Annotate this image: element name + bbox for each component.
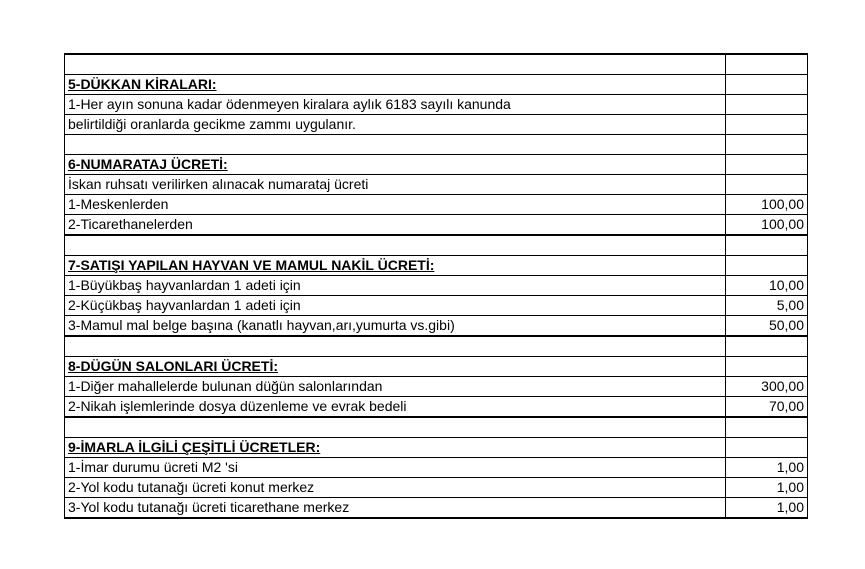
table-row (65, 95, 808, 115)
row-value[interactable]: 5,00 (726, 296, 808, 316)
table-row (65, 296, 808, 316)
cell[interactable] (726, 438, 808, 458)
row-label[interactable]: 2-Ticarethanelerden (65, 215, 726, 236)
cell[interactable] (726, 54, 808, 75)
row-label[interactable]: 3-Mamul mal belge başına (kanatlı hayvan,arı,yumurta vs.gibi) (65, 316, 726, 337)
section-title-dugun[interactable]: 8-DÜGÜN SALONLARI ÜCRETİ: (65, 357, 726, 377)
table-row (65, 195, 808, 215)
row-value[interactable]: 300,00 (726, 377, 808, 397)
cell[interactable] (726, 135, 808, 155)
cell[interactable] (65, 417, 726, 438)
table-row (65, 276, 808, 296)
section-heading-row (65, 75, 808, 95)
section-heading-row (65, 256, 808, 276)
fee-table (64, 53, 808, 519)
row-label[interactable]: 1-Meskenlerden (65, 195, 726, 215)
blank-row (65, 135, 808, 155)
row-label[interactable]: 1-Diğer mahallelerde bulunan düğün salonlarından (65, 377, 726, 397)
section-title-numarataj[interactable]: 6-NUMARATAJ ÜCRETİ: (65, 155, 726, 175)
cell[interactable] (726, 75, 808, 95)
cell[interactable] (726, 115, 808, 135)
cell[interactable] (65, 54, 726, 75)
section-heading-row (65, 357, 808, 377)
cell[interactable] (726, 417, 808, 438)
cell[interactable] (726, 155, 808, 175)
row-label[interactable]: 2-Yol kodu tutanağı ücreti konut merkez (65, 478, 726, 498)
row-label[interactable]: 3-Yol kodu tutanağı ücreti ticarethane merkez (65, 498, 726, 519)
table-row (65, 316, 808, 337)
row-value[interactable]: 10,00 (726, 276, 808, 296)
cell[interactable] (726, 175, 808, 195)
cell[interactable] (726, 95, 808, 115)
section-heading-row (65, 155, 808, 175)
section-title-dukkan[interactable]: 5-DÜKKAN KİRALARI: (65, 75, 726, 95)
row-label[interactable]: 1-İmar durumu ücreti M2 'si (65, 458, 726, 478)
cell[interactable] (65, 235, 726, 256)
row-value[interactable]: 100,00 (726, 215, 808, 236)
table-row (65, 175, 808, 195)
row-label[interactable]: 1-Büyükbaş hayvanlardan 1 adeti için (65, 276, 726, 296)
blank-row (65, 336, 808, 357)
row-label[interactable]: 2-Küçükbaş hayvanlardan 1 adeti için (65, 296, 726, 316)
cell[interactable] (726, 235, 808, 256)
cell[interactable] (726, 336, 808, 357)
cell[interactable] (65, 336, 726, 357)
row-value[interactable]: 100,00 (726, 195, 808, 215)
table-row (65, 115, 808, 135)
table-row (65, 215, 808, 236)
section-heading-row (65, 438, 808, 458)
row-value[interactable]: 70,00 (726, 397, 808, 418)
blank-row (65, 54, 808, 75)
row-value[interactable]: 1,00 (726, 458, 808, 478)
row-value[interactable]: 1,00 (726, 478, 808, 498)
table-row (65, 458, 808, 478)
table-row (65, 478, 808, 498)
numarataj-note[interactable]: İskan ruhsatı verilirken alınacak numarataj ücreti (65, 175, 726, 195)
row-value[interactable]: 1,00 (726, 498, 808, 519)
table-row (65, 377, 808, 397)
dukkan-line-2[interactable]: belirtildiği oranlarda gecikme zammı uygulanır. (65, 115, 726, 135)
dukkan-line-1[interactable]: 1-Her ayın sonuna kadar ödenmeyen kiralara aylık 6183 sayılı kanunda (65, 95, 726, 115)
table-row (65, 498, 808, 519)
section-title-imar[interactable]: 9-İMARLA İLGİLİ ÇEŞİTLİ ÜCRETLER: (65, 438, 726, 458)
blank-row (65, 235, 808, 256)
cell[interactable] (65, 135, 726, 155)
cell[interactable] (726, 256, 808, 276)
section-title-hayvan[interactable]: 7-SATIŞI YAPILAN HAYVAN VE MAMUL NAKİL ÜCRETİ: (65, 256, 726, 276)
table-row (65, 397, 808, 418)
cell[interactable] (726, 357, 808, 377)
blank-row (65, 417, 808, 438)
row-label[interactable]: 2-Nikah işlemlerinde dosya düzenleme ve evrak bedeli (65, 397, 726, 418)
row-value[interactable]: 50,00 (726, 316, 808, 337)
